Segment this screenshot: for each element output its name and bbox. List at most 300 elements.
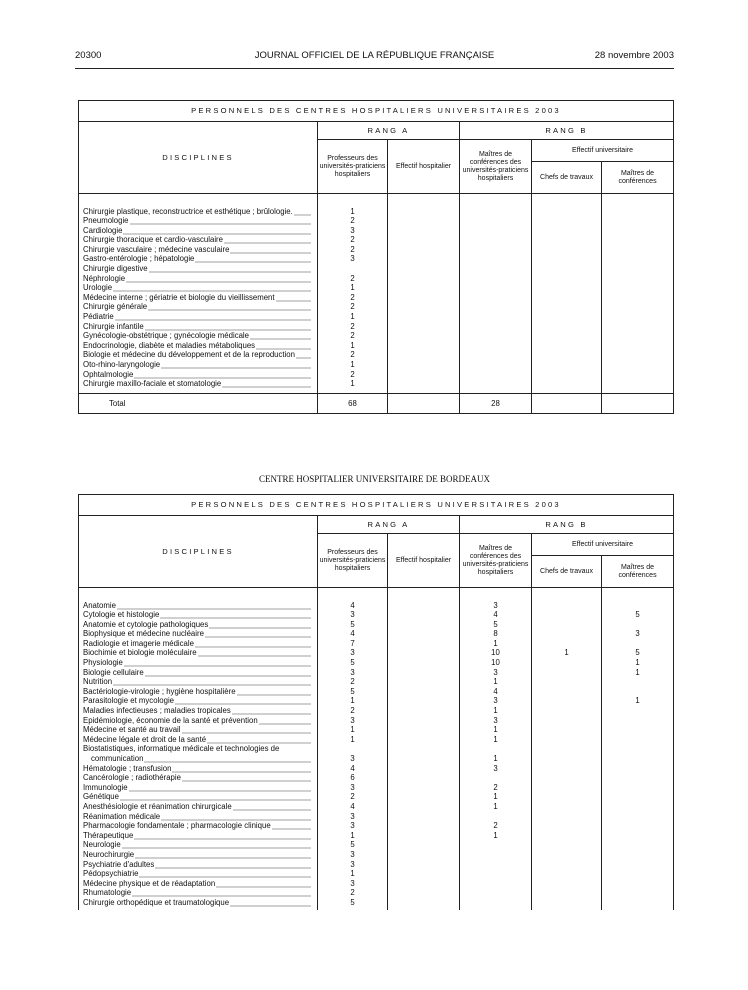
table-row	[79, 744, 674, 754]
col-maitres-conferences: Maîtres de conférences	[602, 162, 674, 194]
cell-mcu-ph: 1	[460, 677, 532, 687]
cell-eff-hosp	[388, 879, 460, 889]
table-row	[79, 677, 674, 687]
table-row	[79, 226, 674, 236]
cell-pu-ph: 2	[318, 322, 388, 332]
cell-pu-ph: 2	[318, 706, 388, 716]
col-rang-b: RANG B	[460, 122, 674, 140]
cell-chefs	[532, 610, 602, 620]
table-row	[79, 706, 674, 716]
issue-date: 28 novembre 2003	[594, 50, 674, 61]
cell-pu-ph: 3	[318, 610, 388, 620]
cell-chefs	[532, 226, 602, 236]
discipline-label: Pédiatrie	[79, 312, 318, 322]
table-row	[79, 341, 674, 351]
cell-eff-hosp	[388, 677, 460, 687]
table-row	[79, 639, 674, 649]
table-row	[79, 629, 674, 639]
table-row	[79, 860, 674, 870]
cell-mcu	[602, 869, 674, 879]
cell-chefs	[532, 350, 602, 360]
col-disciplines: DISCIPLINES	[79, 516, 318, 588]
cell-eff-hosp	[388, 254, 460, 264]
cell-pu-ph: 1	[318, 735, 388, 745]
cell-mcu	[602, 860, 674, 870]
cell-pu-ph: 2	[318, 370, 388, 380]
cell-mcu-ph	[460, 245, 532, 255]
discipline-label: Parasitologie et mycologie	[79, 696, 318, 706]
table-row	[79, 207, 674, 217]
discipline-label: Urologie	[79, 283, 318, 293]
cell-eff-hosp	[388, 610, 460, 620]
discipline-label: Chirurgie thoracique et cardio-vasculaire	[79, 235, 318, 245]
table-row	[79, 620, 674, 630]
cell-eff-hosp	[388, 331, 460, 341]
cell-mcu	[602, 302, 674, 312]
cell-pu-ph: 1	[318, 379, 388, 389]
cell-eff-hosp	[388, 687, 460, 697]
cell-chefs	[532, 725, 602, 735]
total-label: Total	[79, 394, 318, 414]
cell-mcu-ph: 1	[460, 831, 532, 841]
cell-mcu: 1	[602, 668, 674, 678]
cell-eff-hosp	[388, 716, 460, 726]
cell-pu-ph: 3	[318, 879, 388, 889]
cell-mcu	[602, 207, 674, 217]
discipline-label: Chirurgie digestive	[79, 264, 318, 274]
discipline-label: Chirurgie orthopédique et traumatologique	[79, 898, 318, 908]
discipline-label: Gastro-entérologie ; hépatologie	[79, 254, 318, 264]
page-header	[75, 48, 674, 66]
discipline-label: Rhumatologie	[79, 888, 318, 898]
cell-eff-hosp	[388, 898, 460, 908]
discipline-label: Anesthésiologie et réanimation chirurgicale	[79, 802, 318, 812]
cell-chefs	[532, 706, 602, 716]
discipline-label: Anatomie	[79, 601, 318, 611]
table-row	[79, 821, 674, 831]
cell-chefs	[532, 312, 602, 322]
cell-mcu	[602, 754, 674, 764]
cell-chefs	[532, 601, 602, 611]
cell-mcu-ph	[460, 840, 532, 850]
cell-chefs	[532, 773, 602, 783]
cell-mcu: 3	[602, 629, 674, 639]
cell-pu-ph: 3	[318, 850, 388, 860]
discipline-label: Neurochirurgie	[79, 850, 318, 860]
cell-chefs	[532, 735, 602, 745]
cell-mcu-ph: 1	[460, 706, 532, 716]
cell-mcu	[602, 639, 674, 649]
total-row	[79, 394, 674, 414]
cell-pu-ph: 2	[318, 216, 388, 226]
cell-mcu-ph: 3	[460, 764, 532, 774]
table-row	[79, 898, 674, 908]
cell-pu-ph: 3	[318, 716, 388, 726]
cell-mcu-ph: 3	[460, 668, 532, 678]
cell-pu-ph: 3	[318, 860, 388, 870]
table-row	[79, 235, 674, 245]
cell-pu-ph: 2	[318, 350, 388, 360]
discipline-label: Maladies infectieuses ; maladies tropicales	[79, 706, 318, 716]
cell-mcu	[602, 322, 674, 332]
cell-mcu	[602, 706, 674, 716]
cell-chefs	[532, 620, 602, 630]
col-effectif-hospitalier: Effectif hospitalier	[388, 140, 460, 194]
cell-pu-ph: 2	[318, 792, 388, 802]
cell-pu-ph: 1	[318, 360, 388, 370]
discipline-label: Médecine interne ; gériatrie et biologie du vieillissement	[79, 293, 318, 303]
cell-chefs	[532, 264, 602, 274]
cell-pu-ph: 5	[318, 840, 388, 850]
cell-mcu-ph: 8	[460, 629, 532, 639]
cell-mcu	[602, 898, 674, 908]
cell-chefs	[532, 831, 602, 841]
cell-mcu-ph	[460, 360, 532, 370]
cell-mcu: 1	[602, 658, 674, 668]
cell-mcu-ph	[460, 898, 532, 908]
cell-eff-hosp	[388, 379, 460, 389]
cell-eff-hosp	[388, 350, 460, 360]
total-pu-ph: 68	[318, 394, 388, 414]
discipline-label: Cytologie et histologie	[79, 610, 318, 620]
col-chefs-travaux: Chefs de travaux	[532, 556, 602, 588]
discipline-label: Endocrinologie, diabète et maladies métaboliques	[79, 341, 318, 351]
cell-mcu	[602, 764, 674, 774]
table-row	[79, 370, 674, 380]
cell-mcu-ph: 10	[460, 648, 532, 658]
cell-pu-ph: 1	[318, 696, 388, 706]
cell-eff-hosp	[388, 207, 460, 217]
cell-pu-ph: 1	[318, 725, 388, 735]
cell-mcu	[602, 235, 674, 245]
cell-chefs	[532, 879, 602, 889]
table-title: PERSONNELS DES CENTRES HOSPITALIERS UNIVERSITAIRES 2003	[79, 101, 674, 122]
cell-mcu	[602, 379, 674, 389]
cell-eff-hosp	[388, 725, 460, 735]
cell-chefs	[532, 331, 602, 341]
cell-mcu-ph: 3	[460, 716, 532, 726]
cell-eff-hosp	[388, 245, 460, 255]
cell-mcu: 5	[602, 648, 674, 658]
cell-mcu	[602, 687, 674, 697]
cell-chefs	[532, 207, 602, 217]
cell-chefs	[532, 677, 602, 687]
cell-mcu	[602, 773, 674, 783]
cell-mcu-ph	[460, 860, 532, 870]
discipline-label: Pharmacologie fondamentale ; pharmacologie clinique	[79, 821, 318, 831]
cell-chefs	[532, 850, 602, 860]
cell-chefs	[532, 639, 602, 649]
cell-mcu	[602, 677, 674, 687]
cell-mcu-ph: 1	[460, 754, 532, 764]
cell-mcu	[602, 725, 674, 735]
cell-eff-hosp	[388, 264, 460, 274]
cell-pu-ph: 3	[318, 754, 388, 764]
col-professeurs: Professeurs des universités-praticiens hospitaliers	[318, 534, 388, 588]
cell-mcu-ph: 1	[460, 735, 532, 745]
discipline-label: Nutrition	[79, 677, 318, 687]
staff-table-2	[78, 494, 674, 910]
cell-chefs	[532, 322, 602, 332]
table-row	[79, 696, 674, 706]
cell-mcu	[602, 735, 674, 745]
cell-mcu	[602, 293, 674, 303]
cell-pu-ph: 4	[318, 764, 388, 774]
discipline-label: Chirurgie infantile	[79, 322, 318, 332]
cell-mcu-ph	[460, 274, 532, 284]
cell-mcu-ph	[460, 216, 532, 226]
cell-chefs	[532, 283, 602, 293]
cell-mcu-ph	[460, 879, 532, 889]
cell-mcu	[602, 216, 674, 226]
cell-mcu-ph	[460, 370, 532, 380]
discipline-label: Biophysique et médecine nucléaire	[79, 629, 318, 639]
col-effectif-hospitalier: Effectif hospitalier	[388, 534, 460, 588]
cell-eff-hosp	[388, 860, 460, 870]
discipline-label: Pneumologie	[79, 216, 318, 226]
cell-mcu-ph	[460, 341, 532, 351]
cell-mcu	[602, 370, 674, 380]
cell-chefs	[532, 245, 602, 255]
table-row	[79, 216, 674, 226]
section-caption: CENTRE HOSPITALIER UNIVERSITAIRE DE BORDEAUX	[258, 474, 491, 484]
journal-title: JOURNAL OFFICIEL DE LA RÉPUBLIQUE FRANÇAISE	[254, 50, 495, 61]
cell-eff-hosp	[388, 360, 460, 370]
cell-chefs	[532, 821, 602, 831]
cell-mcu: 5	[602, 610, 674, 620]
cell-pu-ph: 3	[318, 648, 388, 658]
cell-pu-ph: 2	[318, 235, 388, 245]
cell-mcu-ph	[460, 226, 532, 236]
cell-mcu	[602, 744, 674, 754]
cell-mcu	[602, 264, 674, 274]
discipline-label: Neurologie	[79, 840, 318, 850]
cell-eff-hosp	[388, 312, 460, 322]
cell-mcu-ph: 4	[460, 610, 532, 620]
cell-eff-hosp	[388, 821, 460, 831]
cell-chefs	[532, 274, 602, 284]
discipline-label: Chirurgie vasculaire ; médecine vasculaire	[79, 245, 318, 255]
cell-mcu	[602, 254, 674, 264]
table-row	[79, 350, 674, 360]
cell-chefs	[532, 360, 602, 370]
cell-mcu-ph	[460, 235, 532, 245]
cell-pu-ph: 4	[318, 629, 388, 639]
cell-pu-ph: 3	[318, 226, 388, 236]
table-row	[79, 716, 674, 726]
table-row	[79, 658, 674, 668]
cell-mcu	[602, 350, 674, 360]
cell-chefs	[532, 696, 602, 706]
cell-eff-hosp	[388, 322, 460, 332]
cell-eff-hosp	[388, 764, 460, 774]
table-row	[79, 783, 674, 793]
cell-eff-hosp	[388, 888, 460, 898]
cell-mcu-ph	[460, 850, 532, 860]
table-row	[79, 687, 674, 697]
cell-eff-hosp	[388, 850, 460, 860]
cell-chefs	[532, 658, 602, 668]
cell-eff-hosp	[388, 773, 460, 783]
table-row	[79, 274, 674, 284]
cell-mcu-ph: 4	[460, 687, 532, 697]
cell-pu-ph: 4	[318, 601, 388, 611]
cell-chefs	[532, 370, 602, 380]
cell-mcu-ph	[460, 254, 532, 264]
cell-chefs	[532, 744, 602, 754]
cell-chefs	[532, 216, 602, 226]
col-effectif-universitaire: Effectif universitaire	[532, 534, 674, 556]
cell-mcu-ph	[460, 264, 532, 274]
cell-pu-ph: 2	[318, 245, 388, 255]
cell-eff-hosp	[388, 869, 460, 879]
cell-eff-hosp	[388, 235, 460, 245]
table-row	[79, 764, 674, 774]
cell-chefs	[532, 341, 602, 351]
total-eff-hosp	[388, 394, 460, 414]
discipline-label: Psychiatrie d'adultes	[79, 860, 318, 870]
discipline-label: Hématologie ; transfusion	[79, 764, 318, 774]
cell-mcu-ph	[460, 379, 532, 389]
table-row	[79, 379, 674, 389]
cell-eff-hosp	[388, 831, 460, 841]
total-mcu-ph: 28	[460, 394, 532, 414]
discipline-label: Chirurgie maxillo-faciale et stomatologie	[79, 379, 318, 389]
cell-chefs	[532, 812, 602, 822]
cell-mcu-ph	[460, 322, 532, 332]
discipline-label: Immunologie	[79, 783, 318, 793]
discipline-label: Physiologie	[79, 658, 318, 668]
cell-mcu	[602, 245, 674, 255]
discipline-label: Epidémiologie, économie de la santé et prévention	[79, 716, 318, 726]
discipline-label: Médecine physique et de réadaptation	[79, 879, 318, 889]
col-maitres-conferences: Maîtres de conférences	[602, 556, 674, 588]
cell-mcu-ph	[460, 773, 532, 783]
cell-mcu	[602, 802, 674, 812]
cell-eff-hosp	[388, 639, 460, 649]
cell-eff-hosp	[388, 293, 460, 303]
table-title: PERSONNELS DES CENTRES HOSPITALIERS UNIVERSITAIRES 2003	[79, 495, 674, 516]
cell-mcu-ph	[460, 293, 532, 303]
col-rang-a: RANG A	[318, 516, 460, 534]
table-row	[79, 879, 674, 889]
cell-eff-hosp	[388, 706, 460, 716]
cell-mcu	[602, 888, 674, 898]
discipline-label: Réanimation médicale	[79, 812, 318, 822]
cell-pu-ph	[318, 744, 388, 754]
cell-chefs	[532, 379, 602, 389]
table-row	[79, 869, 674, 879]
cell-eff-hosp	[388, 658, 460, 668]
table-row	[79, 888, 674, 898]
cell-mcu-ph	[460, 812, 532, 822]
cell-pu-ph: 5	[318, 898, 388, 908]
cell-pu-ph: 6	[318, 773, 388, 783]
table-row	[79, 840, 674, 850]
cell-mcu	[602, 879, 674, 889]
discipline-label: Gynécologie-obstétrique ; gynécologie médicale	[79, 331, 318, 341]
table-row	[79, 293, 674, 303]
cell-pu-ph: 2	[318, 331, 388, 341]
cell-mcu	[602, 716, 674, 726]
cell-mcu-ph	[460, 888, 532, 898]
cell-mcu	[602, 226, 674, 236]
cell-chefs	[532, 792, 602, 802]
cell-mcu-ph: 3	[460, 696, 532, 706]
cell-eff-hosp	[388, 668, 460, 678]
table-row	[79, 831, 674, 841]
cell-chefs	[532, 888, 602, 898]
table-row	[79, 792, 674, 802]
cell-mcu-ph	[460, 302, 532, 312]
cell-mcu	[602, 601, 674, 611]
table-row	[79, 812, 674, 822]
cell-eff-hosp	[388, 216, 460, 226]
cell-pu-ph: 5	[318, 658, 388, 668]
col-maitres-pu-ph: Maîtres de conférences des universités-praticiens hospitaliers	[460, 140, 532, 194]
discipline-label: Cancérologie ; radiothérapie	[79, 773, 318, 783]
cell-chefs	[532, 302, 602, 312]
cell-mcu-ph	[460, 207, 532, 217]
cell-chefs	[532, 840, 602, 850]
table-row	[79, 302, 674, 312]
cell-pu-ph: 3	[318, 821, 388, 831]
table-row	[79, 264, 674, 274]
table-row	[79, 331, 674, 341]
discipline-label: Chirurgie générale	[79, 302, 318, 312]
cell-eff-hosp	[388, 274, 460, 284]
table-row	[79, 754, 674, 764]
cell-chefs	[532, 235, 602, 245]
cell-chefs	[532, 716, 602, 726]
discipline-label: Génétique	[79, 792, 318, 802]
cell-eff-hosp	[388, 283, 460, 293]
cell-pu-ph: 5	[318, 687, 388, 697]
page-number: 20300	[75, 50, 102, 61]
discipline-label: Thérapeutique	[79, 831, 318, 841]
cell-mcu-ph	[460, 350, 532, 360]
table-row	[79, 610, 674, 620]
cell-pu-ph: 7	[318, 639, 388, 649]
col-rang-b: RANG B	[460, 516, 674, 534]
cell-pu-ph: 2	[318, 302, 388, 312]
total-mcu	[602, 394, 674, 414]
discipline-label: Ophtalmologie	[79, 370, 318, 380]
cell-pu-ph: 1	[318, 207, 388, 217]
cell-eff-hosp	[388, 341, 460, 351]
cell-eff-hosp	[388, 735, 460, 745]
cell-mcu	[602, 274, 674, 284]
cell-pu-ph: 2	[318, 677, 388, 687]
discipline-label: Néphrologie	[79, 274, 318, 284]
cell-eff-hosp	[388, 648, 460, 658]
cell-eff-hosp	[388, 744, 460, 754]
cell-eff-hosp	[388, 783, 460, 793]
cell-chefs	[532, 802, 602, 812]
cell-pu-ph: 3	[318, 783, 388, 793]
discipline-label: Médecine et santé au travail	[79, 725, 318, 735]
table-row	[79, 360, 674, 370]
cell-mcu	[602, 312, 674, 322]
cell-mcu-ph	[460, 283, 532, 293]
cell-mcu-ph: 2	[460, 783, 532, 793]
cell-mcu	[602, 283, 674, 293]
cell-pu-ph: 5	[318, 620, 388, 630]
table-row	[79, 735, 674, 745]
cell-mcu	[602, 620, 674, 630]
cell-mcu-ph: 1	[460, 725, 532, 735]
cell-eff-hosp	[388, 601, 460, 611]
